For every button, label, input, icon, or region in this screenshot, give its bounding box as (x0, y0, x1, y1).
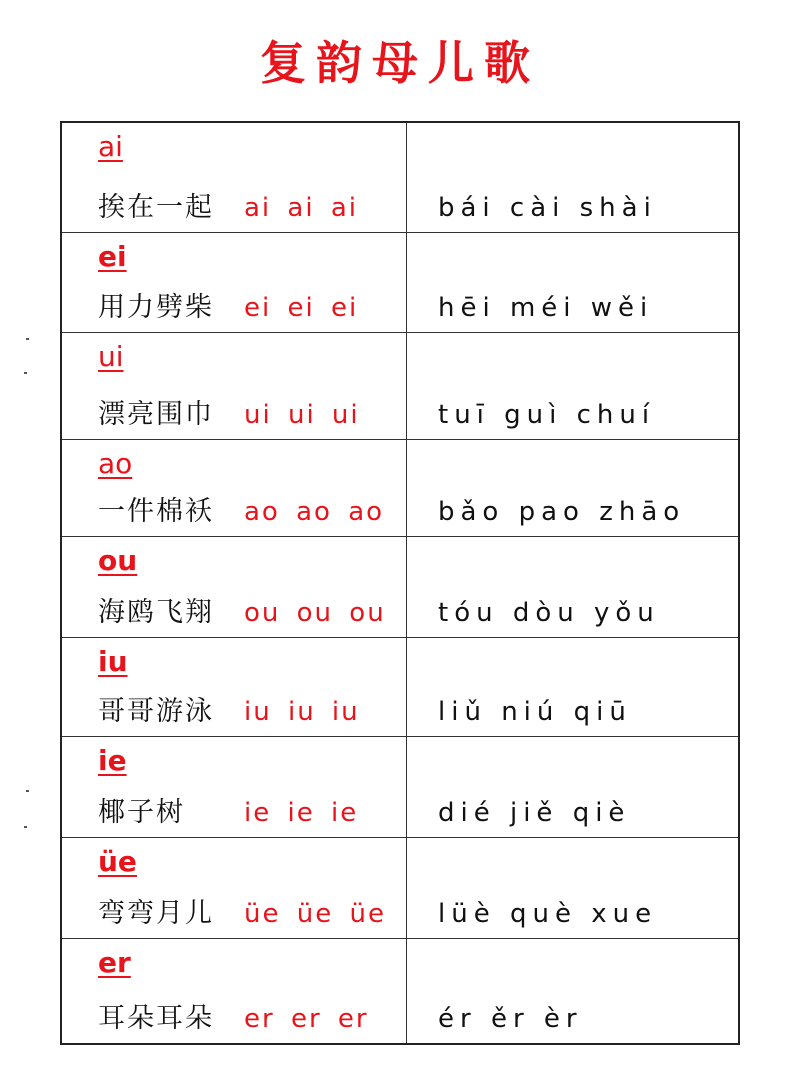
chant-text: üe üe üe (244, 899, 386, 929)
rhyme-label: iu (98, 645, 128, 678)
chant-text: iu iu iu (244, 697, 360, 727)
rhyme-label: ou (98, 544, 138, 577)
chant-text: ui ui ui (244, 400, 360, 430)
phrase-text: 挨在一起 (98, 192, 214, 223)
table-row-ue (62, 838, 738, 939)
column-divider (406, 123, 407, 232)
rhyme-label: ai (98, 130, 123, 163)
rhyme-label: ie (98, 744, 127, 777)
table-row-er (62, 939, 738, 1043)
rhyme-label: üe (98, 845, 137, 878)
column-divider (406, 537, 407, 637)
table-row-ao (62, 440, 738, 537)
phrase-text: 耳朵耳朵 (98, 1003, 214, 1034)
chant-text: ou ou ou (244, 598, 386, 628)
phrase-text: 海鸥飞翔 (98, 597, 214, 628)
pinyin-text: ér ěr èr (438, 1004, 583, 1034)
page-title: 复韵母儿歌 (260, 36, 540, 90)
column-divider (406, 333, 407, 439)
chant-text: ai ai ai (244, 193, 358, 223)
table-row-ie (62, 737, 738, 838)
table-row-ai (62, 123, 738, 233)
table-row-ei (62, 233, 738, 333)
column-divider (406, 440, 407, 536)
phrase-text: 弯弯月儿 (98, 898, 214, 929)
pinyin-text: tuī guì chuí (438, 400, 656, 430)
rhyme-label: ui (98, 340, 124, 373)
margin-mark (26, 790, 29, 792)
rhyme-label: er (98, 946, 131, 979)
column-divider (406, 838, 407, 938)
column-divider (406, 233, 407, 332)
rhyme-label: ei (98, 240, 127, 273)
chant-text: ie ie ie (244, 798, 359, 828)
phrase-text: 一件棉袄 (98, 496, 214, 527)
pinyin-text: hēi méi wěi (438, 293, 654, 323)
pinyin-text: bǎo pao zhāo (438, 497, 686, 527)
pinyin-text: bái cài shài (438, 193, 657, 223)
pinyin-text: tóu dòu yǒu (438, 598, 660, 628)
margin-mark (24, 372, 27, 374)
chant-text: ao ao ao (244, 497, 385, 527)
table-row-ou (62, 537, 738, 638)
pinyin-text: lüè què xue (438, 899, 658, 929)
table-row-iu (62, 638, 738, 737)
rhyme-label: ao (98, 447, 133, 480)
phrase-text: 哥哥游泳 (98, 696, 214, 727)
phrase-text: 漂亮围巾 (98, 399, 214, 430)
column-divider (406, 939, 407, 1043)
column-divider (406, 638, 407, 736)
phrase-text: 椰子树 (98, 797, 185, 828)
table-row-ui (62, 333, 738, 440)
margin-mark (24, 826, 27, 828)
rhyme-table (60, 121, 740, 1045)
chant-text: ei ei ei (244, 293, 359, 323)
margin-mark (26, 338, 29, 340)
pinyin-text: liǔ niú qiū (438, 697, 632, 727)
phrase-text: 用力劈柴 (98, 292, 214, 323)
column-divider (406, 737, 407, 837)
chant-text: er er er (244, 1004, 369, 1034)
pinyin-text: dié jiě qiè (438, 798, 631, 828)
